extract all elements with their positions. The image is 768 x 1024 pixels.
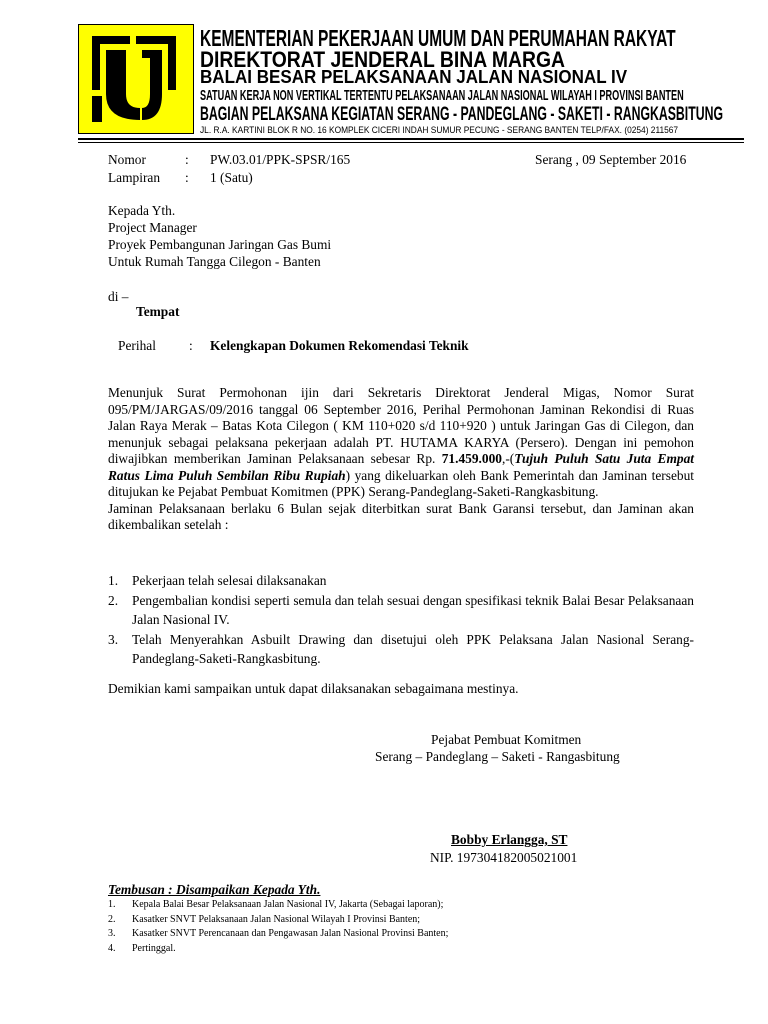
guarantee-amount: 71.459.000: [441, 451, 502, 466]
list-item: 3. Kasatker SNVT Perencanaan dan Pengawasan Jalan Nasional Provinsi Banten;: [108, 928, 449, 940]
letterhead-rule-thick: [78, 138, 744, 140]
body-paragraph: [108, 385, 694, 534]
signer-nip: NIP. 197304182005021001: [430, 850, 578, 865]
recipient-title: Project Manager: [108, 220, 197, 235]
recipient-greeting: Kepada Yth.: [108, 203, 176, 218]
list-item: 1. Kepala Balai Besar Pelaksanaan Jalan Nasional IV, Jakarta (Sebagai laporan);: [108, 899, 444, 910]
body-amount-suffix: ,-(: [502, 451, 515, 466]
nomor-value: PW.03.01/PPK-SPSR/165: [210, 152, 351, 167]
list-item: 1. Pekerjaan telah selesai dilaksanakan: [108, 573, 327, 588]
subject-value: Kelengkapan Dokumen Rekomendasi Teknik: [210, 338, 469, 353]
lampiran-value: 1 (Satu): [210, 170, 253, 185]
lampiran-sep: :: [185, 170, 189, 185]
letterhead-bagian: BAGIAN PELAKSANA KEGIATAN SERANG - PANDEGLANG - SAKETI - RANGKASBITUNG: [200, 103, 724, 125]
list-item: 4. Pertinggal.: [108, 942, 176, 954]
letterhead-rule-thin: [78, 142, 744, 143]
list-item: 3. Telah Menyerahkan Asbuilt Drawing dan disetujui oleh PPK Pelaksana Jalan Nasional Serang-Pandeglang-Saketi-Rangkasbitung.: [108, 631, 694, 666]
tembusan-list: [108, 898, 708, 956]
nomor-label: Nomor: [108, 152, 146, 167]
lampiran-label: Lampiran: [108, 170, 161, 185]
letterhead-satker: SATUAN KERJA NON VERTIKAL TERTENTU PELAKSANAAN JALAN NASIONAL WILAYAH I PROVINSI BANTEN: [200, 88, 684, 104]
pupr-logo-icon: [78, 24, 194, 134]
recipient-project: Proyek Pembangunan Jaringan Gas Bumi: [108, 237, 332, 252]
body-validity: Jaminan Pelaksanaan berlaku 6 Bulan sejak diterbitkan surat Bank Garansi tersebut, dan Jaminan akan dikembalikan setelah :: [108, 500, 694, 532]
ministry-logo: [78, 24, 194, 134]
subject-sep: :: [189, 338, 193, 353]
letterhead-address: JL. R.A. KARTINI BLOK R NO. 16 KOMPLEK CICERI INDAH SUMUR PECUNG - SERANG BANTEN TELP/FAX. (0254) 211567: [200, 125, 679, 135]
tembusan-heading: Tembusan : Disampaikan Kepada Yth.: [108, 882, 321, 897]
nomor-sep: :: [185, 152, 189, 167]
recipient-di: di –: [108, 289, 129, 304]
guarantee-amount-words: Tujuh Puluh Satu Juta Empat Ratus Lima Puluh Sembilan Ribu Rupiah: [108, 451, 695, 483]
letter-date: Serang , 09 September 2016: [535, 152, 687, 167]
recipient-tempat: Tempat: [136, 304, 180, 319]
conditions-list: [108, 571, 694, 669]
signer-name: Bobby Erlangga, ST: [451, 832, 568, 847]
subject-label: Perihal: [118, 338, 156, 353]
letterhead-balai: BALAI BESAR PELAKSANAAN JALAN NASIONAL IV: [200, 66, 628, 87]
recipient-location: Untuk Rumah Tangga Cilegon - Banten: [108, 254, 321, 269]
body-intro: Menunjuk Surat Permohonan ijin dari Sekretaris Direktorat Jenderal Migas, Nomor Surat 095/PM/JARGAS/09/2016 tanggal 06 September 2016, Perihal Permohonan Jaminan Rekondisi di Ruas Jalan Raya Merak – Batas Kota Cilegon ( KM 110+020 s/d 110+920 ) untuk Jaringan Gas di Cilegon, dan menunjuk sebagai pelaksana pekerjaan adalah PT. HUTAMA KARYA (Persero). Dengan ini pemohon diwajibkan memberikan Jaminan Pelaksanaan sebesar Rp.: [108, 385, 694, 466]
closing-sentence: Demikian kami sampaikan untuk dapat dilaksanakan sebagaimana mestinya.: [108, 681, 519, 696]
letterhead-ministry: KEMENTERIAN PEKERJAAN UMUM DAN PERUMAHAN RAKYAT: [200, 25, 676, 51]
list-item: 2. Kasatker SNVT Pelaksanaan Jalan Nasional Wilayah I Provinsi Banten;: [108, 913, 421, 925]
signer-title: Pejabat Pembuat Komitmen: [431, 732, 582, 747]
list-item: 2. Pengembalian kondisi seperti semula dan telah sesuai dengan spesifikasi teknik Balai Besar Pelaksanaan Jalan Nasional IV.: [108, 592, 694, 627]
signer-office: Serang – Pandeglang – Saketi - Rangasbitung: [375, 749, 620, 764]
letterhead-directorate: DIREKTORAT JENDERAL BINA MARGA: [200, 47, 565, 72]
body-continuation: ) yang dikeluarkan oleh Bank Pemerintah dan Jaminan tersebut ditujukan ke Pejabat Pembuat Komitmen (PPK) Serang-Pandeglang-Saketi-Rangkasbitung.: [108, 467, 694, 499]
